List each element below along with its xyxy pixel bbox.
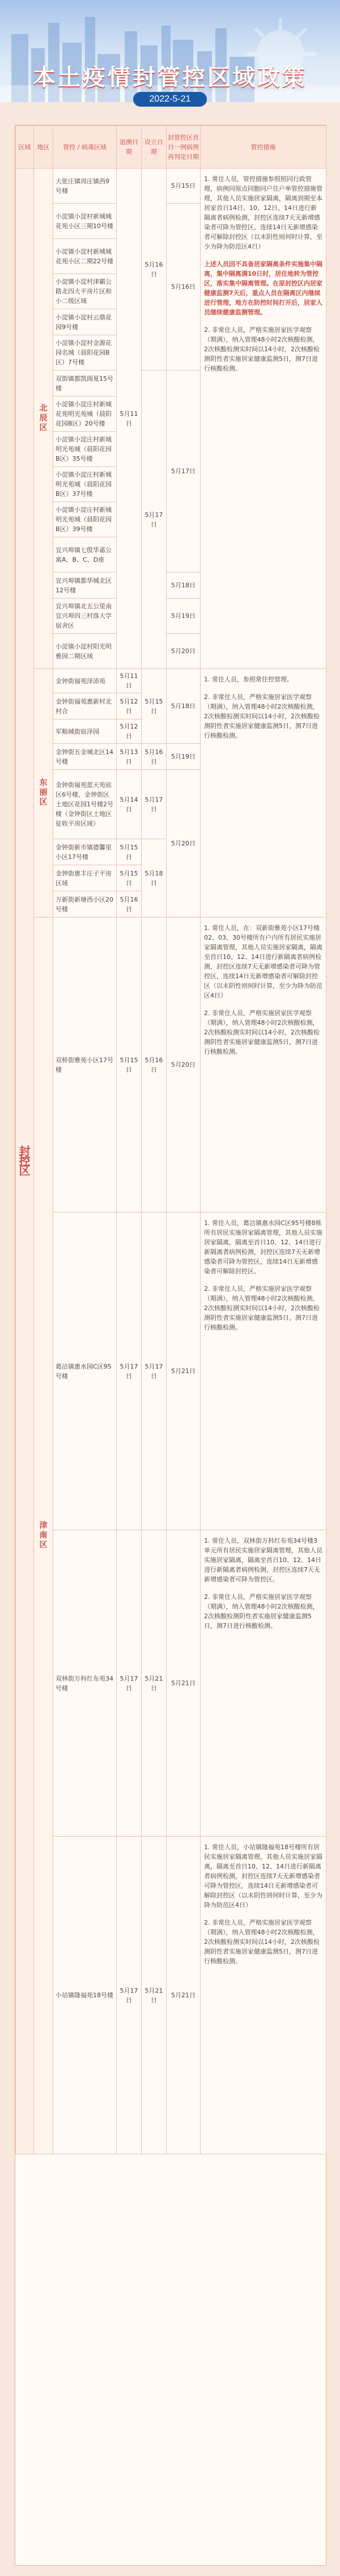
trace-date: 5月12日 — [117, 719, 142, 744]
area-cell: 金钟街福苑蓝天苑底区6号楼、金钟街区土地区花园1号楼2号楼（金钟街区土地区征收平房区域） — [53, 770, 117, 839]
col-header: 追溯日期 — [117, 126, 142, 169]
review-date: 5月19日 — [167, 744, 201, 770]
trace-date: 5月17日 — [117, 1213, 142, 1530]
trace-date: 5月12日 — [117, 693, 142, 719]
date-badge: 2022-5-21 — [133, 92, 207, 107]
set-date: 5月16日 — [142, 917, 167, 1213]
trace-date: 5月16日 — [117, 891, 142, 917]
review-date: 5月18日 — [167, 573, 201, 599]
review-date: 5月18日 — [167, 669, 201, 744]
area-cell: 小淀镇小淀村云鼎花园9号楼 — [53, 309, 117, 335]
area-cell: 小淀镇小淀庄村新城花苑明光苑城（晨阳花园B区）20号楼 — [53, 397, 117, 432]
table-row — [16, 1837, 326, 2154]
table-row — [16, 669, 326, 693]
set-date: 5月21日 — [142, 1530, 167, 1837]
measure-text: 上述人员因不具备居家隔离条件实施集中隔离，集中隔离满10日时，居住地转为管控区，落实集中隔离管理。在原封控区内居家健康监测7天后，重点人员在隔离区内继续进行管理，地方在防控时间打开后，居家人员继续健康监测管理。 — [204, 260, 322, 316]
trace-date: 5月15日 — [117, 865, 142, 891]
measure-text: 2. 非常住人员，严格实施居家医学观察（期满），纳入管理48小时2次核酸检测，2次核酸检测实时间以14小时，2次核酸检测阴性者实施居家健康监测5日，测7日进行核酸检测。 — [204, 1285, 320, 1331]
set-date: 5月18日 — [142, 839, 167, 917]
measure-text: 1. 常住人员，管控措施参照照同行政管理，病例同原点同胞同户住户举管控措施管理，其他人员实施居家隔离，隔离到期至本居家首日14日、10、12日、14日进行新隔离者病例检测，封控区连续7天无新增感染者可降为管控区，连续14日无新增感染者可解除封控区（以未阴性则何时计算，至少为降为防范区4日） — [204, 175, 322, 250]
area-cell: 双桥街雅苑小区17号楼 — [53, 917, 117, 1213]
district-beichen: 北辰区 — [34, 169, 53, 669]
trace-date: 5月17日 — [117, 1837, 142, 2154]
area-cell: 宜兴埠镇七殷华嘉公寓A、B、C、D座 — [53, 537, 117, 573]
measure-text: 1. 常住人员，双林街万科红布苑34号楼3单元所有居民实施居家隔离管理，其他人员实施居家隔离，隔离至首日10、12、14日进行新隔离者病例检测，封控区连续7天无新增感染者可降为管控区。 — [204, 1537, 322, 1583]
set-date: 5月17日 — [142, 770, 167, 839]
review-date: 5月16日 — [167, 204, 201, 371]
area-cell: 宜兴埠镇都华城北区12号楼 — [53, 573, 117, 599]
measures-jinnan-3 — [201, 1530, 326, 1837]
area-cell: 小淀镇小淀庄村新城明光苑城（晨阳花园B区）39号楼 — [53, 502, 117, 537]
area-cell: 小淀镇小淀村新城城花苑小区三期10号楼 — [53, 204, 117, 239]
page-title: 本土疫情封管控区域政策 — [33, 65, 307, 91]
col-header: 管控 / 病毒区域 — [53, 126, 117, 169]
measure-text: 1. 常住人员，葛沽镇惠水园C区95号楼8栋所有居民实施居家隔离管理，其他人员实施居家隔离，隔离至首日10、12、14日进行新隔离者病例检测，封控区连续7天无新增感染者可降为管控区，连续14日无新增感染者可解除封控区。 — [204, 1219, 322, 1275]
review-date: 5月21日 — [167, 1213, 201, 1530]
col-header: 地区 — [34, 126, 53, 169]
area-cell: 小淀镇小淀村新城城花苑小区二期22号楼 — [53, 239, 117, 274]
review-date: 5月20日 — [167, 770, 201, 917]
col-header: 封管控区首日一例病例再判定日期 — [167, 126, 201, 169]
area-cell: 金钟街福苑惠新村北村合 — [53, 693, 117, 719]
review-date: 5月21日 — [167, 1837, 201, 2154]
review-date: 5月21日 — [167, 1530, 201, 1837]
area-cell: 小站镇隆福苑18号楼 — [53, 1837, 117, 2154]
zone-label: 封控区 — [16, 169, 34, 2154]
trace-date: 5月14日 — [117, 770, 142, 839]
measure-text: 2. 非常住人员，严格实施居家医学观察（期满），纳入管理48小时2次核酸检测，2次核酸检测实时间以14小时，2次核酸检测阴性者实施居家健康监测5日，测7日进行核酸检测。 — [204, 1919, 320, 1965]
table-row — [16, 917, 326, 1213]
area-cell: 金钟街福苑泽沛苑 — [53, 669, 117, 693]
measures-dongli — [201, 669, 326, 917]
area-cell: 万新街新塘西小区20号楼 — [53, 891, 117, 917]
measure-text: 2. 非常住人员，严格实施居家医学观察（期满），纳入管理48小时2次核酸检测，2次核酸检测实时间以14小时，2次核酸检测阴性者实施居家健康监测5日，测7日进行核酸检测。 — [204, 1009, 320, 1055]
area-cell: 小淀镇小淀庄村新城明光苑城（晨阳花园B区）35号楼 — [53, 432, 117, 467]
district-dongli: 东丽区 — [34, 669, 53, 917]
set-date: 5月15日 — [142, 669, 167, 744]
trace-date: 5月13日 — [117, 744, 142, 770]
area-cell: 宜兴埠镇北五公里南宜兴埠四三村落大学宿舍区 — [53, 599, 117, 634]
table-header-row — [16, 126, 326, 169]
trace-date: 5月17日 — [117, 1530, 142, 1837]
measure-text: 1. 常住人员，参照常住控管理。 — [204, 676, 293, 683]
review-date: 5月15日 — [167, 169, 201, 204]
table-row — [16, 169, 326, 204]
trace-date: 5月11日 — [117, 669, 142, 693]
measure-text: 1. 常住人员，小站镇隆福苑18号楼所有居民实施居家隔离管理，其他人员实施居家隔离，隔离至首日10、12、14日进行新隔离者病例检测，封控区连续7天无新增感染者可降为管控区，连续14日无新增感染者可解除封控区（以未阴性则何时计算，至少为降为防范区4日） — [204, 1843, 322, 1909]
measures-jinnan-1 — [201, 917, 326, 1213]
set-date: 5月21日 — [142, 1837, 167, 2154]
policy-table-panel — [15, 125, 326, 2566]
area-cell: 金钟街惠丰庄子平房区域 — [53, 865, 117, 891]
set-date: 5月16日 — [142, 169, 167, 371]
policy-table — [15, 125, 326, 2154]
measure-text: 1. 常住人员，在：双新街雅苑小区17号楼02、03、30号楼所有户内所有居民实施居家隔离管理，其他人员实施居家隔离，隔离至首日10、12、14日进行新隔离者病例检测，封控区连续7天无新增感染者可降为管控区，连续14日无新增感染者可解除封控区（以未阴性则何时计算，至少为降为防范区4日） — [204, 924, 322, 999]
hero-banner — [0, 0, 340, 102]
measures-beichen — [201, 169, 326, 669]
area-cell: 大张庄镇周庄镇西9号楼 — [53, 169, 117, 204]
col-header: 区域 — [16, 126, 34, 169]
set-date: 5月17日 — [142, 371, 167, 669]
table-row — [16, 1213, 326, 1530]
set-date: 5月17日 — [142, 1213, 167, 1530]
review-date: 5月20日 — [167, 917, 201, 1213]
trace-date: 5月15日 — [117, 839, 142, 865]
area-cell: 金钟街五金城北区14号楼 — [53, 744, 117, 770]
set-date: 5月16日 — [142, 744, 167, 770]
measures-jinnan-2 — [201, 1213, 326, 1530]
review-date: 5月17日 — [167, 371, 201, 573]
trace-date: 5月15日 — [117, 917, 142, 1213]
measure-text: 2. 非常住人员，严格实施居家医学观察（期满），纳入管理48小时2次核酸检测，2次核酸检测阴性者实施居家健康监测5日，测7日进行核酸检测。 — [204, 1593, 319, 1630]
measure-text: 2. 非常住人员，严格实施居家医学观察（期满），纳入管理48小时2次核酸检测，2次核酸检测实时间以14小时，2次核酸检测阴性者实施居家健康监测5日，测7日进行核酸检测。 — [204, 326, 320, 372]
measure-text: 2. 非常住人员，严格实施居家医学观察（期满），纳入管理48小时2次核酸检测，2次核酸检测实时间以14小时，2次核酸检测阴性者实施居家健康监测5日，测7日进行核酸检测。 — [204, 693, 320, 739]
col-header: 设立日期 — [142, 126, 167, 169]
area-cell: 小淀镇小淀村津霸公路北四大平房片区和小二级区域 — [53, 274, 117, 309]
trace-date: 5月11日 — [117, 169, 142, 669]
area-cell: 金钟街新市镇德馨里小区17号楼 — [53, 839, 117, 865]
area-cell: 小淀镇小淀村阳光明雅园二期区域 — [53, 634, 117, 669]
area-cell: 小淀镇小淀庄村新城明光苑城（晨阳花园B区）37号楼 — [53, 467, 117, 502]
table-row — [16, 1530, 326, 1837]
col-header: 管控措施 — [201, 126, 326, 169]
review-date: 5月20日 — [167, 634, 201, 669]
area-cell: 军粮城街宸泽园 — [53, 719, 117, 744]
area-cell: 双街镇都凯阁夏15号楼 — [53, 371, 117, 397]
review-date: 5月19日 — [167, 599, 201, 634]
area-cell: 双林街万科红布苑34号楼 — [53, 1530, 117, 1837]
area-cell: 小淀镇小淀村金源花园名城（晨阳花园B区）7号楼 — [53, 335, 117, 371]
area-cell: 葛沽镇惠水园C区95号楼 — [53, 1213, 117, 1530]
district-jinnan: 津南区 — [34, 917, 53, 2154]
measures-jinnan-4 — [201, 1837, 326, 2154]
